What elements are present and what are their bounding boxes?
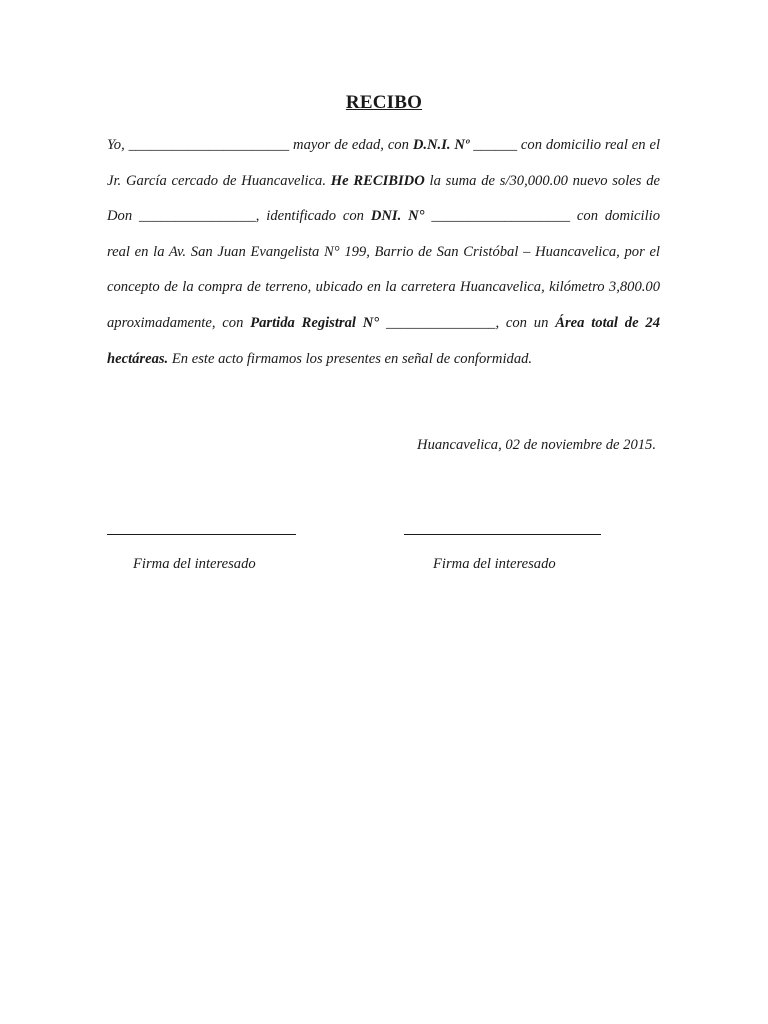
dni-label-2: DNI. N° [370, 208, 425, 225]
text-segment: la suma de s/30,000.00 nuevo soles de Don [107, 172, 660, 225]
document-title: RECIBO [345, 92, 423, 113]
dni-blank: ______ [473, 137, 518, 153]
text-segment: , con un [495, 314, 556, 331]
text-segment [379, 315, 386, 331]
signature-label-right: Firma del interesado [433, 556, 556, 572]
he-recibido-label: He RECIBIDO [330, 172, 425, 189]
dni-blank-2: ___________________ [431, 208, 571, 225]
text-segment: , identificado con [255, 208, 371, 225]
place-date: Huancavelica, 02 de noviembre de 2015. [417, 437, 656, 453]
area-total-label: Área total de 24 hectáreas. [107, 314, 660, 367]
signature-line-left [107, 534, 296, 535]
text-segment: mayor de edad, con [289, 137, 413, 153]
text-segment: con domicilio real en el Jr. García cercado de Huancavelica. [107, 137, 660, 189]
text-segment: En este acto firmamos los presentes en señal de conformidad. [168, 350, 533, 367]
partida-blank: _______________ [385, 314, 496, 331]
text-segment: Yo, [107, 137, 129, 153]
receipt-body-paragraph [107, 128, 660, 377]
signature-label-left: Firma del interesado [133, 556, 256, 572]
don-name-blank: ________________ [139, 208, 256, 225]
dni-label: D.N.I. Nº [412, 137, 470, 153]
partida-registral-label: Partida Registral N° [250, 314, 380, 331]
name-blank: ______________________ [128, 137, 290, 153]
text-segment: con domicilio real en la Av. San Juan Evangelista N° 199, Barrio de San Cristóbal – Huancavelica, por el concepto de la compra de terreno, ubicado en la carretera Huancavelica, kilómetro 3,800.00 aproximadamente, con [107, 208, 660, 331]
signature-line-right [404, 534, 601, 535]
